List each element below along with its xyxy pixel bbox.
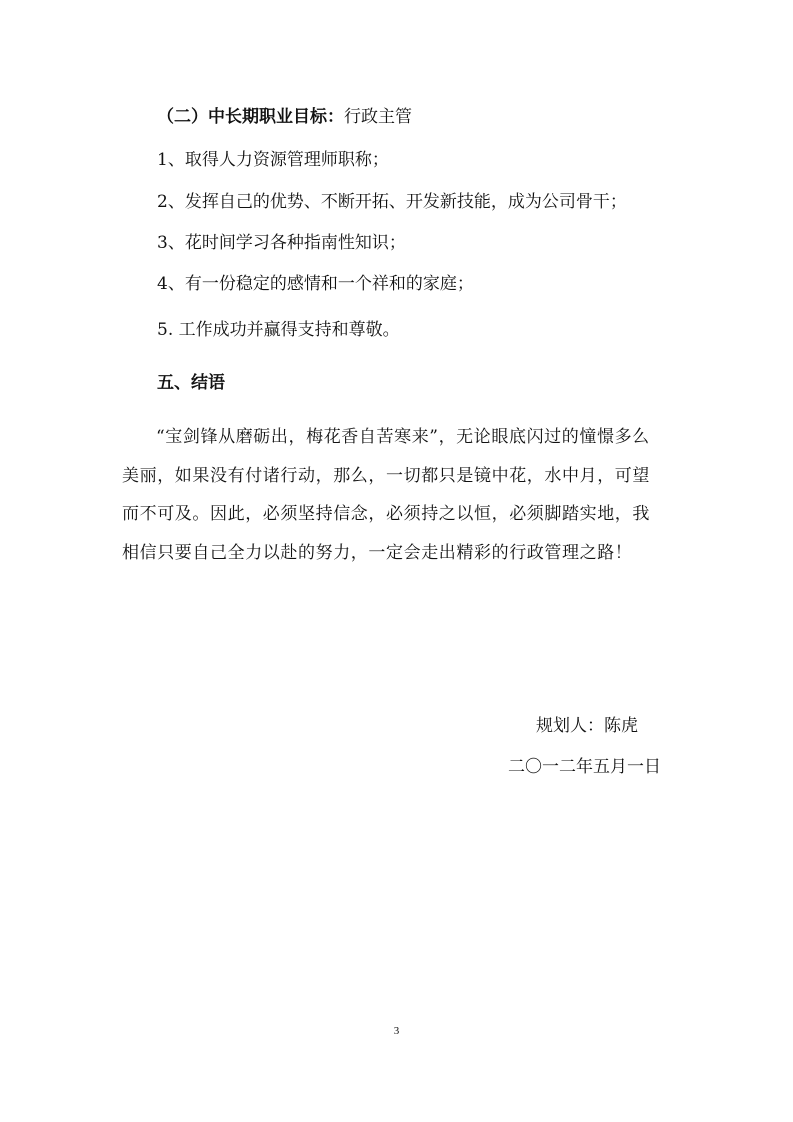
paragraph-line: 美丽，如果没有付诸行动，那么，一切都只是镜中花，水中月，可望	[122, 465, 650, 486]
list-item: 1、取得人力资源管理师职称；	[157, 150, 389, 170]
list-item: 4、有一份稳定的感情和一个祥和的家庭；	[157, 274, 474, 294]
planner-signature: 规划人：陈虎	[536, 716, 638, 736]
section-heading-value: 行政主管	[344, 107, 412, 127]
list-item: 5. 工作成功并赢得支持和尊敬。	[157, 320, 400, 340]
conclusion-paragraph	[122, 418, 682, 572]
signature-date: 二〇一二年五月一日	[508, 757, 661, 777]
paragraph-line: 而不可及。因此，必须坚持信念，必须持之以恒，必须脚踏实地，我	[122, 504, 650, 524]
paragraph-line: 相信只要自己全力以赴的努力，一定会走出精彩的行政管理之路！	[122, 542, 633, 563]
list-item: 2、发挥自己的优势、不断开拓、开发新技能，成为公司骨干；	[157, 192, 627, 212]
conclusion-heading: 五、结语	[157, 373, 225, 393]
list-item: 3、花时间学习各种指南性知识；	[157, 233, 406, 253]
page-number: 3	[393, 1025, 400, 1037]
paragraph-line: “宝剑锋从磨砺出，梅花香自苦寒来”，无论眼底闪过的憧憬多么	[156, 427, 650, 447]
section-heading	[157, 105, 412, 129]
section-heading-label: （二）中长期职业目标：	[157, 107, 344, 127]
